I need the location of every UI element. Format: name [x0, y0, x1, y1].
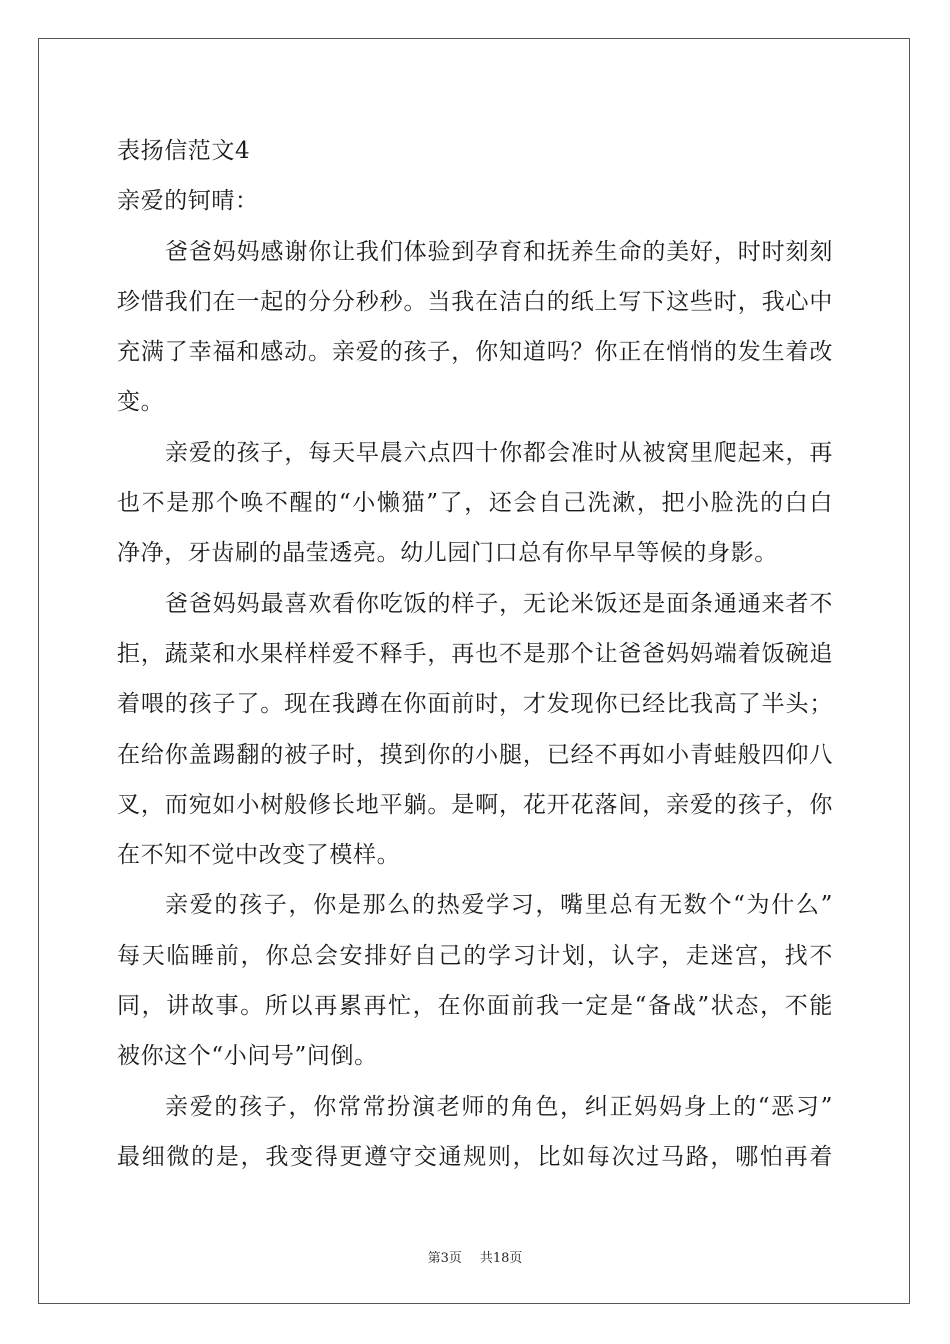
paragraph — [117, 880, 833, 1081]
page-footer — [0, 1247, 950, 1266]
paragraph-line: 叉，而宛如小树般修长地平躺。是啊，花开花落间，亲爱的孩子，你 — [117, 791, 833, 818]
paragraph — [117, 1082, 833, 1183]
paragraph-line: 变。 — [117, 389, 165, 416]
document-body — [117, 126, 833, 1182]
paragraph-line: 充满了幸福和感动。亲爱的孩子，你知道吗？你正在悄悄的发生着改 — [117, 339, 833, 366]
paragraph-line: 在不知不觉中改变了模样。 — [117, 842, 401, 869]
paragraph-line: 被你这个“小问号”问倒。 — [117, 1043, 378, 1070]
paragraph-line: 亲爱的孩子，你常常扮演老师的角色，纠正妈妈身上的“恶习” — [165, 1093, 833, 1120]
paragraph-line: 也不是那个唤不醒的“小懒猫”了，还会自己洗漱，把小脸洗的白白 — [117, 490, 833, 517]
paragraph-line: 爸爸妈妈最喜欢看你吃饭的样子，无论米饭还是面条通通来者不 — [165, 590, 833, 617]
paragraph-line: 拒，蔬菜和水果样样爱不释手，再也不是那个让爸爸妈妈端着饭碗追 — [117, 640, 833, 667]
paragraph-line: 珍惜我们在一起的分分秒秒。当我在洁白的纸上写下这些时，我心中 — [117, 288, 833, 315]
paragraph — [117, 428, 833, 579]
paragraph-line: 最细微的是，我变得更遵守交通规则，比如每次过马路，哪怕再着 — [117, 1143, 833, 1170]
paragraph-line: 每天临睡前，你总会安排好自己的学习计划，认字，走迷宫，找不 — [117, 942, 833, 969]
paragraph-line: 净净，牙齿刷的晶莹透亮。幼儿园门口总有你早早等候的身影。 — [117, 540, 778, 567]
paragraph — [117, 227, 833, 428]
paragraph-line: 在给你盖踢翻的被子时，摸到你的小腿，已经不再如小青蛙般四仰八 — [117, 741, 833, 768]
paragraph-line: 亲爱的孩子，每天早晨六点四十你都会准时从被窝里爬起来，再 — [165, 439, 833, 466]
paragraph-line: 爸爸妈妈感谢你让我们体验到孕育和抚养生命的美好，时时刻刻 — [165, 238, 833, 265]
paragraph-line: 着喂的孩子了。现在我蹲在你面前时，才发现你已经比我高了半头； — [117, 691, 833, 718]
page-number: 第3页 — [427, 1251, 462, 1266]
page-total: 共18页 — [479, 1251, 523, 1266]
paragraph-line: 亲爱的孩子，你是那么的热爱学习，嘴里总有无数个“为什么” — [165, 892, 833, 919]
document-title: 表扬信范文4 — [117, 138, 251, 164]
salutation: 亲爱的钶晴： — [117, 188, 259, 215]
paragraph-line: 同，讲故事。所以再累再忙，在你面前我一定是“备战”状态，不能 — [117, 993, 833, 1020]
paragraph — [117, 579, 833, 881]
